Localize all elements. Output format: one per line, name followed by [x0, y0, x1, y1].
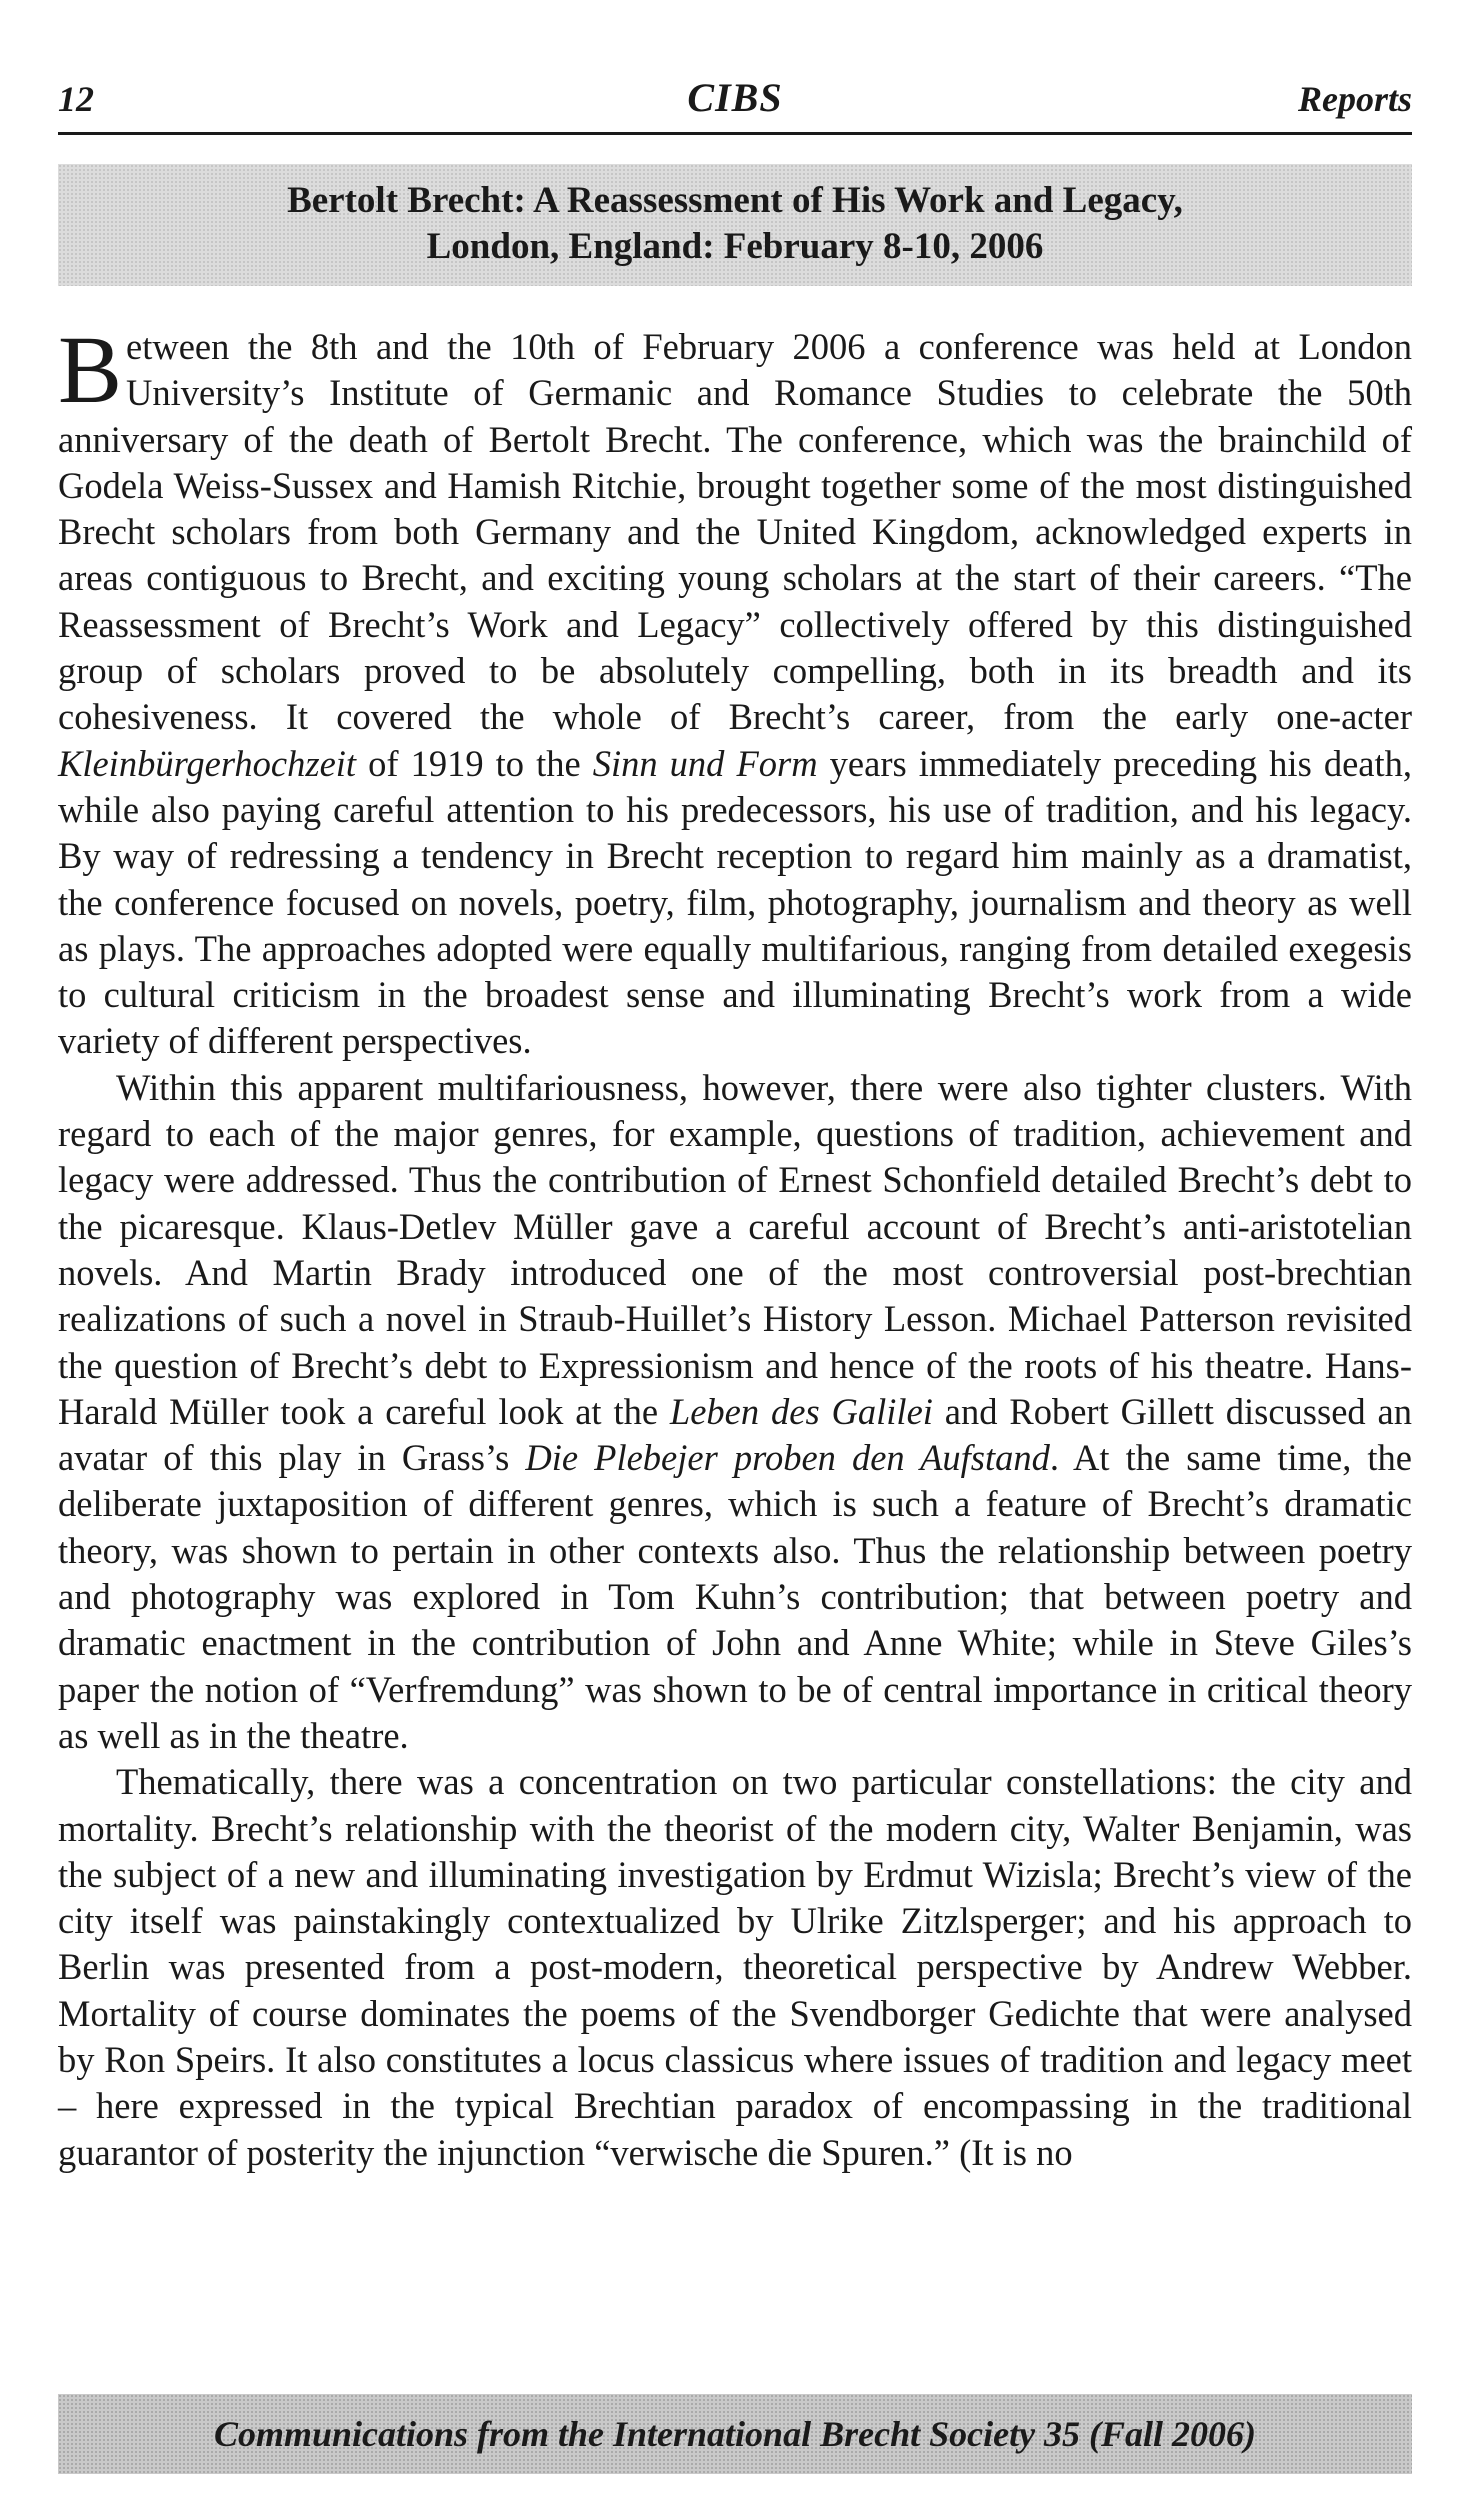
article-title-line-2: London, England: February 8-10, 2006 [426, 226, 1044, 267]
paragraph-2-text-1: Within this apparent multifariousness, however, there were also tighter clusters. With regard to each of the major genres, for example, questions of tradition, achievement and legacy were addressed. Thus the contribution of Ernest Schonfield detailed Brecht’s debt to the picaresque. Klaus-Detlev Müller gave a careful account of Brecht’s anti-aristotelian novels. And Martin Brady introduced one of the most controversial post-brechtian realizations of such a novel in Straub-Huillet’s History Lesson. Michael Patterson revisited the question of Brecht’s debt to Expressionism and hence of the roots of his theatre. Hans-Harald Müller took a careful look at the [58, 1066, 1412, 1432]
work-title-leben-des-galilei: Leben des Galilei [669, 1390, 933, 1432]
paragraph-1-text-1: etween the 8th and the 10th of February 2006 a conference was held at London University’s Institute of Germanic and Romance Studies to celebrate the 50th anniversary of the death of Bertolt Brecht. The conference, which was the brainchild of Godela Weiss-Sussex and Hamish Ritchie, brought together some of the most distinguished Brecht scholars from both Germany and the United Kingdom, acknowledged experts in areas contiguous to Brecht, and exciting young scholars at the start of their careers. “The Reassessment of Brecht’s Work and Legacy” collectively offered by this distinguished group of scholars proved to be absolutely compelling, both in its breadth and its cohesiveness. It covered the whole of Brecht’s career, from the early one-acter [58, 326, 1412, 738]
article-title [58, 164, 1412, 286]
article-title-line-1: Bertolt Brecht: A Reassessment of His Work and Legacy, [287, 180, 1183, 221]
paragraph-1-text-2: of 1919 to the [356, 742, 593, 784]
journal-logo: CIBS [687, 75, 783, 120]
paragraph-2-text-3: . At the same time, the deliberate juxtaposition of different genres, which is such a feature of Brecht’s dramatic theory, was shown to pertain in other contexts also. Thus the relationship between poetry and photography was explored in Tom Kuhn’s contribution; that between poetry and dramatic enactment in the contribution of John and Anne White; while in Steve Giles’s paper the notion of “Verfremdung” was shown to be of central importance in critical theory as well as in the theatre. [58, 1437, 1412, 1756]
journal-footer: Communications from the International Brecht Society 35 (Fall 2006) [58, 2394, 1412, 2474]
header-rule [58, 132, 1412, 135]
work-title-kleinburgerhochzeit: Kleinbürgerhochzeit [58, 742, 357, 784]
paragraph-2 [58, 1065, 1412, 1759]
paragraph-1-text-3: years immediately preceding his death, while also paying careful attention to his predecessors, his use of tradition, and his legacy. By way of redressing a tendency in Brecht reception to regard him mainly as a dramatist, the conference focused on novels, poetry, film, photography, journalism and theory as well as plays. The approaches adopted were equally multifarious, ranging from detailed exegesis to cultural criticism in the broadest sense and illuminating Brecht’s work from a wide variety of different perspectives. [58, 742, 1413, 1062]
running-head [58, 60, 1412, 132]
article-body [58, 316, 1413, 2176]
section-name: Reports [1297, 79, 1412, 119]
work-title-sinn-und-form: Sinn und Form [592, 742, 818, 784]
paragraph-3 [58, 1759, 1412, 2176]
page [58, 60, 1412, 2176]
paragraph-1 [58, 316, 1413, 1065]
page-number: 12 [58, 79, 94, 119]
drop-cap: B [58, 316, 123, 423]
work-title-die-plebejer: Die Plebejer proben den Aufstand [525, 1437, 1050, 1479]
paragraph-2-text-2: and Robert Gillett discussed an avatar of this play in Grass’s [58, 1390, 1412, 1479]
paragraph-3-text-1: Thematically, there was a concentration on two particular constellations: the city and mortality. Brecht’s relationship with the theorist of the modern city, Walter Benjamin, was the subject of a new and illuminating investigation by Erdmut Wizisla; Brecht’s view of the city itself was painstakingly contextualized by Ulrike Zitzlsperger; and his approach to Berlin was presented from a post-modern, theoretical perspective by Andrew Webber. Mortality of course dominates the poems of the Svendborger Gedichte that were analysed by Ron Speirs. It also constitutes a locus classicus where issues of tradition and legacy meet – here expressed in the typical Brechtian paradox of encompassing in the traditional guarantor of posterity the injunction “verwische die Spuren.” (It is no [58, 1761, 1412, 2173]
